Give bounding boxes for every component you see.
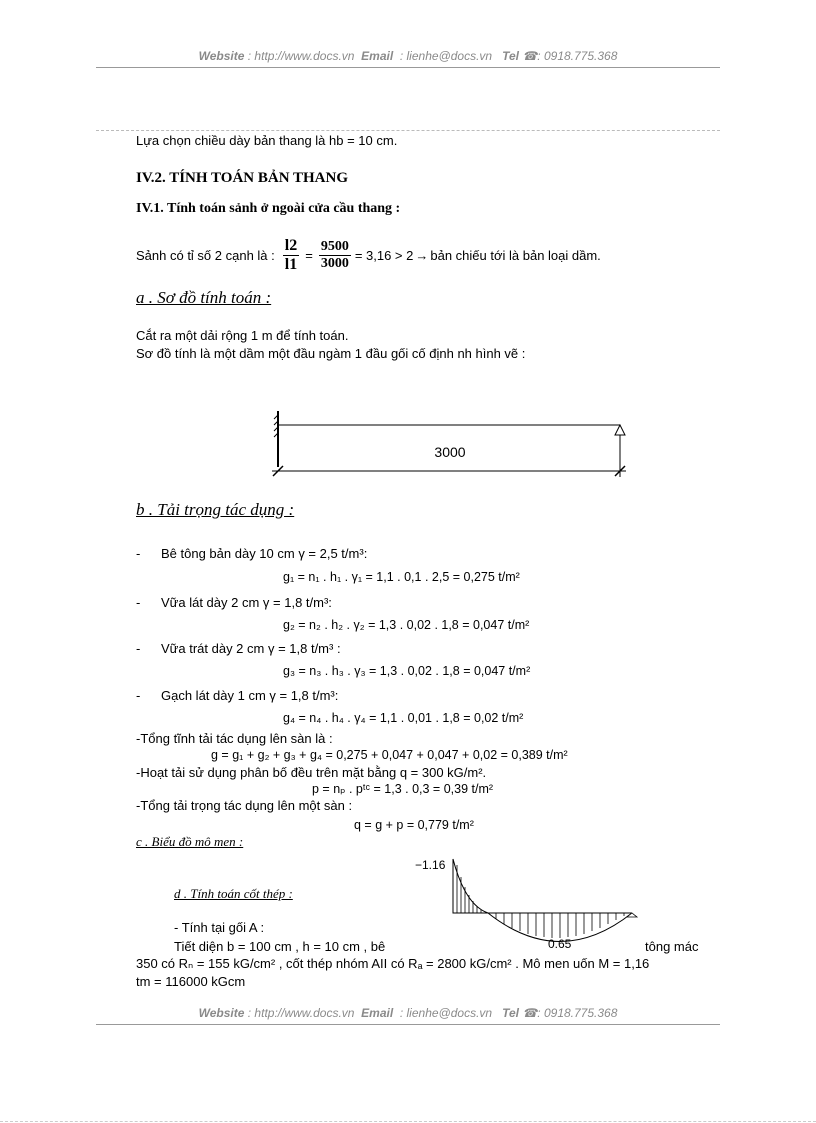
ratio-prefix: Sảnh có tỉ số 2 cạnh là : bbox=[136, 247, 275, 263]
total-load-formula: q = g + p = 0,779 t/m² bbox=[354, 818, 474, 832]
load-formula: g₂ = n₂ . h₂ . γ₂ = 1,3 . 0,02 . 1,8 = 0,047 t/m² bbox=[283, 618, 530, 632]
footer-tel-value: : 0918.775.368 bbox=[537, 1006, 618, 1020]
ratio-result: = 3,16 > 2 bbox=[354, 247, 414, 263]
moment-hatch-negative bbox=[457, 865, 481, 913]
header-rule bbox=[96, 67, 720, 68]
part-d-title bbox=[174, 886, 293, 902]
footer-email-label: Email bbox=[361, 1006, 394, 1020]
load-formula: g₃ = n₃ . h₃ . γ₃ = 1,3 . 0,02 . 1,8 = 0,047 t/m² bbox=[283, 664, 531, 678]
load-item bbox=[136, 641, 140, 656]
frac1-num: l2 bbox=[284, 236, 298, 254]
moment-pos-label: 0.65 bbox=[548, 937, 572, 950]
footer-tel-label: Tel bbox=[502, 1006, 519, 1020]
footer-website-label: Website bbox=[198, 1006, 245, 1020]
content-top-rule bbox=[96, 130, 720, 131]
part-a-text-1: Cắt ra một dải rộng 1 m để tính toán. bbox=[136, 328, 349, 343]
load-desc: Vữa trát dày 2 cm γ = 1,8 t/m³ : bbox=[161, 641, 341, 656]
section-text-3: tm = 116000 kGcm bbox=[136, 974, 246, 989]
arrow-icon: → bbox=[415, 247, 429, 263]
moment-negative-curve bbox=[453, 859, 488, 913]
page-header bbox=[0, 49, 816, 63]
load-bullet: - bbox=[136, 688, 141, 703]
part-a-text-2: Sơ đồ tính là một dầm một đầu ngàm 1 đầu gối cố định nh hình vẽ : bbox=[136, 346, 526, 361]
footer-rule bbox=[96, 1024, 720, 1025]
header-email-value[interactable]: : lienhe@docs.vn bbox=[399, 49, 493, 63]
frac2-num: 9500 bbox=[320, 238, 349, 254]
page-footer bbox=[0, 1006, 816, 1020]
live-load-label: -Hoạt tải sử dụng phân bố đều trên mặt bằng q = 300 kG/m². bbox=[136, 765, 487, 780]
ratio-suffix: bản chiếu tới là bản loại dầm. bbox=[430, 247, 601, 263]
header-website-label: Website bbox=[198, 49, 245, 63]
section-text-2: 350 có Rₙ = 155 kG/cm² , cốt thép nhóm AII có Rₐ = 2800 kG/cm² . Mô men uốn M = 1,16 bbox=[136, 956, 650, 971]
load-item bbox=[136, 595, 140, 610]
part-b-title bbox=[136, 500, 294, 520]
ratio-fraction-l bbox=[283, 237, 299, 274]
part-b-title-text: b . Tải trọng tác dụng : bbox=[136, 500, 295, 519]
load-bullet: - bbox=[136, 595, 141, 610]
page-break-rule bbox=[0, 1121, 816, 1122]
section-title: IV.2. TÍNH TOÁN BẢN THANG bbox=[136, 170, 349, 186]
intro-line: Lựa chọn chiều dày bản thang là hb = 10 cm. bbox=[136, 133, 398, 148]
beam-diagram bbox=[262, 405, 642, 485]
ratio-eq: = bbox=[305, 247, 313, 263]
header-tel-label: Tel bbox=[502, 49, 519, 63]
moment-diagram bbox=[410, 855, 650, 950]
phone-icon: ☎ bbox=[522, 49, 538, 63]
load-bullet: - bbox=[136, 546, 141, 561]
section-text-1a: Tiết diện b = 100 cm , h = 10 cm , bê bbox=[174, 939, 386, 954]
moment-neg-label: −1.16 bbox=[415, 858, 446, 872]
total-static-formula: g = g₁ + g₂ + g₃ + g₄ = 0,275 + 0,047 + 0,047 + 0,02 = 0,389 t/m² bbox=[211, 748, 568, 762]
pin-support bbox=[615, 425, 625, 435]
footer-website-value[interactable]: : http://www.docs.vn bbox=[247, 1006, 355, 1020]
total-load-label: -Tổng tải trọng tác dụng lên một sàn : bbox=[136, 798, 353, 813]
ratio-line bbox=[136, 232, 601, 278]
load-item bbox=[136, 688, 140, 703]
part-a-title-text: a . Sơ đồ tính toán : bbox=[136, 288, 272, 307]
part-a-title bbox=[136, 288, 271, 308]
load-desc: Gạch lát dày 1 cm γ = 1,8 t/m³: bbox=[161, 688, 339, 703]
total-static-label: -Tổng tĩnh tải tác dụng lên sàn là : bbox=[136, 731, 333, 746]
part-c-title-text: c . Biểu đồ mô men : bbox=[136, 834, 244, 849]
phone-icon: ☎ bbox=[522, 1006, 538, 1020]
load-desc: Bê tông bản dày 10 cm γ = 2,5 t/m³: bbox=[161, 546, 368, 561]
footer-email-value[interactable]: : lienhe@docs.vn bbox=[399, 1006, 493, 1020]
load-formula: g₁ = n₁ . h₁ . γ₁ = 1,1 . 0,1 . 2,5 = 0,275 t/m² bbox=[283, 570, 520, 584]
live-load-formula: p = nₚ . pᵗᶜ = 1,3 . 0,3 = 0,39 t/m² bbox=[312, 782, 494, 796]
moment-support bbox=[627, 913, 637, 917]
section-text-1b: tông mác bbox=[645, 939, 699, 954]
subsection-title: IV.1. Tính toán sảnh ở ngoài cửa cầu thang : bbox=[136, 201, 401, 216]
header-tel-value: : 0918.775.368 bbox=[537, 49, 618, 63]
support-a-label: - Tính tại gối A : bbox=[174, 920, 265, 935]
frac1-den: l1 bbox=[284, 255, 298, 273]
beam-span-label: 3000 bbox=[434, 444, 466, 460]
load-desc: Vữa lát dày 2 cm γ = 1,8 t/m³: bbox=[161, 595, 332, 610]
load-bullet: - bbox=[136, 641, 141, 656]
load-item bbox=[136, 546, 140, 561]
frac2-den: 3000 bbox=[320, 255, 349, 271]
part-c-title bbox=[136, 834, 243, 850]
header-website-value[interactable]: : http://www.docs.vn bbox=[247, 49, 355, 63]
load-formula: g₄ = n₄ . h₄ . γ₄ = 1,1 . 0,01 . 1,8 = 0,02 t/m² bbox=[283, 711, 524, 725]
ratio-fraction-values bbox=[319, 239, 351, 272]
header-email-label: Email bbox=[361, 49, 394, 63]
part-d-title-text: d . Tính toán cốt thép : bbox=[174, 886, 293, 901]
moment-hatch-positive bbox=[496, 913, 624, 938]
